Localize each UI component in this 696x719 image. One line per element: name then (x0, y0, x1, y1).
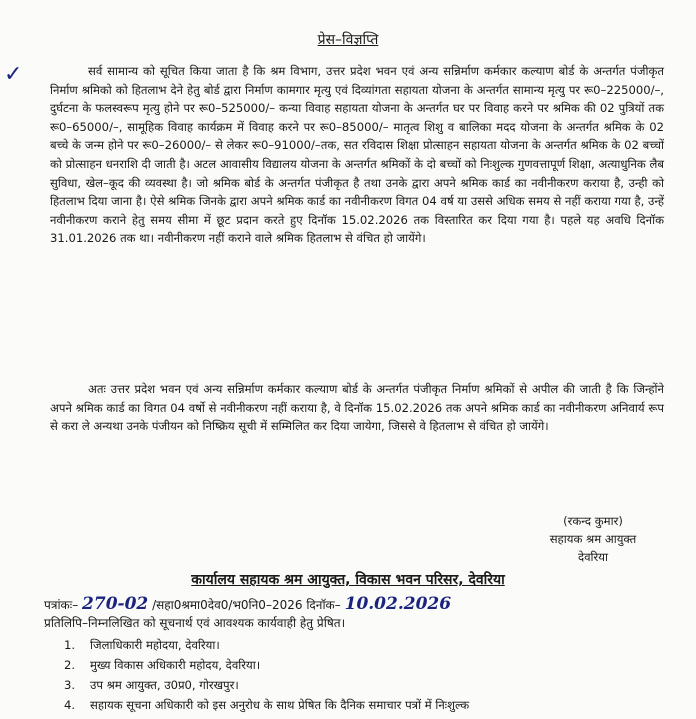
office-header-text: कार्यालय सहायक श्रम आयुक्त, विकास भवन परिसर, देवरिया (191, 572, 505, 588)
signatory-name: (रकन्द कुमार) (563, 514, 623, 528)
office-header (0, 570, 696, 589)
handwritten-check-icon: ✓ (4, 62, 23, 87)
ref-date-label: दिनॉक– (306, 598, 341, 612)
document-title (0, 30, 696, 49)
list-item (50, 675, 690, 695)
list-number: 4. (64, 698, 76, 712)
body-paragraph-2: अतः उत्तर प्रदेश भवन एवं अन्य सन्निर्माण कर्मकार कल्याण बोर्ड के अन्तर्गत पंजीकृत निर्माण श्रमिकों से अपील की जाती है कि जिन्होंने अपने श्रमिक कार्ड का विगत 04 वर्षो से नवीनीकरण नहीं कराया है, वे दिनॉक 15.02.2026 तक अपने श्रमिक कार्ड का नवीनीकरण अनिवार्य रूप से करा ले अन्यथा उनके पंजीयन को निष्क्रिय सूची में सम्मिलित कर दिया जायेगा, जिससे वे हितलाभ से वंचित हो जायेंगे। (50, 382, 664, 434)
ref-label: पत्रांकः– (44, 598, 79, 612)
list-text: जिलाधिकारी महोदया, देवरिया। (90, 638, 220, 652)
signature-block (518, 512, 668, 566)
signatory-place: देवरिया (577, 550, 609, 564)
list-item (50, 655, 690, 675)
ref-text: /सहा0श्रमा0देव0/भ0नि0–2026 (152, 598, 303, 612)
list-text: उप श्रम आयुक्त, उ0प्र0, गोरखपुर। (90, 678, 239, 692)
reference-line (44, 594, 684, 614)
list-item (50, 695, 690, 715)
copy-to-line: प्रतिलिपि–निम्नलिखित को सूचनार्थ एवं आवश्यक कार्यवाही हेतु प्रेषित। (44, 616, 346, 630)
signatory-designation: सहायक श्रम आयुक्त (549, 532, 637, 546)
body-paragraph-1: सर्व सामान्य को सूचित किया जाता है कि श्रम विभाग, उत्तर प्रदेश भवन एवं अन्य सन्निर्माण कर्मकार कल्याण बोर्ड के अन्तर्गत पंजीकृत निर्माण श्रमिको को हितलाभ देने हेतु बोर्ड द्वारा निर्माण कामगार मृत्यु एवं दिव्यांगता सहायता योजना के अन्तर्गत सामान्य मृत्यु पर रू0–225000/–, दुर्घटना के फलस्वरूप मृत्यु होने पर रू0–525000/– कन्या विवाह सहायता योजना के अन्तर्गत घर पर विवाह करने पर श्रमिक की 02 पुत्रियों तक रू0–65000/–, सामूहिक विवाह कार्यक्रम में विवाह करने पर रू0–85000/– मातृत्व शिशु व बालिका मदद योजना के अन्तर्गत श्रमिक के 02 बच्चे के जन्म होने पर रू0–26000/– से लेकर रू0–91000/–तक, सत रविदास शिक्षा प्रोत्साहन सहायता योजना के अन्तर्गत श्रमिक के 02 बच्चों को प्रोत्साहन धनराशि दी जाती है। अटल आवासीय विद्यालय योजना के अन्तर्गत श्रमिकों के दो बच्चों को निःशुल्क गुणवत्तापूर्ण शिक्षा, अत्याधुनिक लैब सुविधा, खेल–कूद की व्यवस्था है। जो श्रमिक बोर्ड के अन्तर्गत पंजीकृत है तथा उनके द्वारा अपने श्रमिक कार्ड का नवीनीकरण कराया है, उन्ही को हितलाभ दिया जाना है। ऐसे श्रमिक जिनके द्वारा अपने श्रमिक कार्ड का नवीनीकरण विगत 04 वर्ष या उससे अधिक समय से नहीं कराया गया है, उन्हें नवीनीकरण कराने हेतु समय सीमा में छूट प्रदान करते हुए दिनॉक 15.02.2026 तक विस्तारित कर दिया गया है। पहले यह अवधि दिनॉक 31.01.2026 तक था। नवीनीकरण नहीं कराने वाले श्रमिक हितलाभ से वंचित हो जायेंगे। (50, 64, 664, 246)
list-number: 3. (64, 678, 76, 692)
ref-date-handwritten: 10.02.2026 (344, 594, 452, 614)
list-text: सहायक सूचना अधिकारी को इस अनुरोध के साथ प्रेषित कि दैनिक समाचार पत्रों में निःशुल्क (90, 698, 470, 712)
list-item (50, 635, 690, 655)
ref-number-handwritten: 270-02 (82, 594, 149, 614)
title-text: प्रेस–विज्ञप्ति (317, 32, 379, 48)
list-number: 1. (64, 638, 76, 652)
list-number: 2. (64, 658, 76, 672)
recipient-list (50, 635, 690, 715)
list-text: मुख्य विकास अधिकारी महोदय, देवरिया। (90, 658, 261, 672)
